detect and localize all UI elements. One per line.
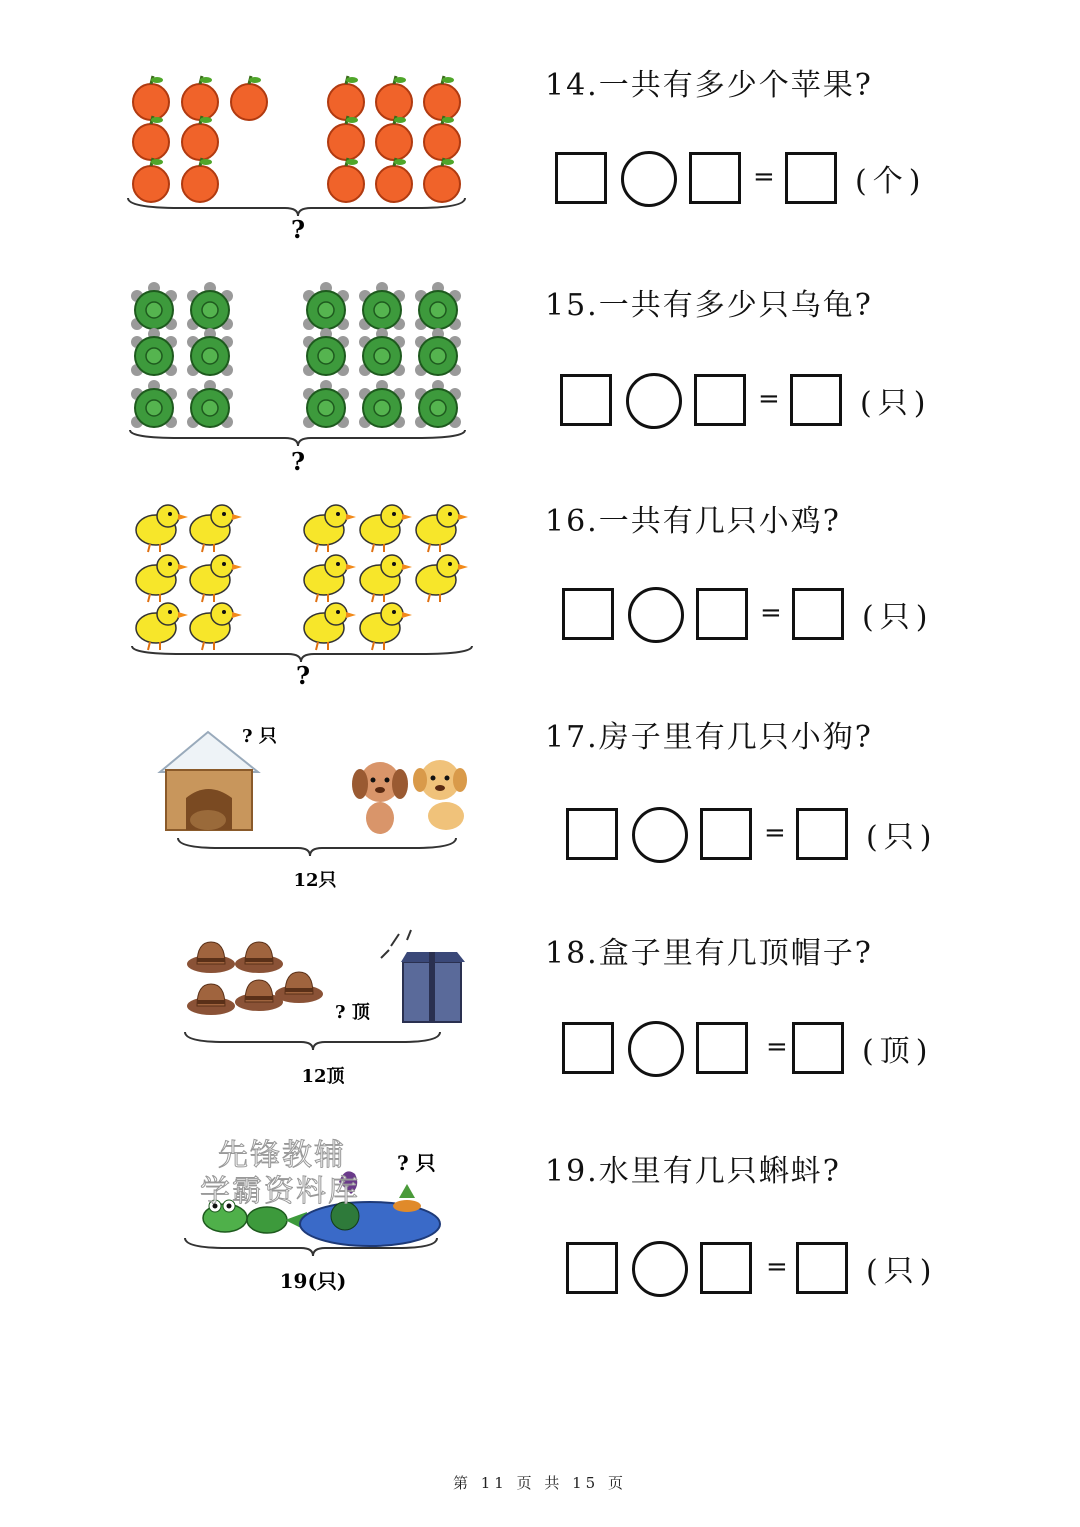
problem-18 [0,928,1080,1143]
equation-row [555,152,975,210]
frog-icon [203,1200,247,1232]
equals-sign: = [753,162,775,192]
problem-17 [0,712,1080,927]
unknown-label: ? 只 [242,726,277,747]
answer-box[interactable] [700,808,752,860]
apple-icon [376,76,412,120]
turtle-icon [415,282,461,330]
brace [128,198,465,216]
tadpoles-illustration [175,1146,555,1361]
unit-label: (只) [862,600,934,635]
question-text: 18.盒子里有几顶帽子? [545,936,873,971]
answer-box[interactable] [700,1242,752,1294]
turtle-icon [415,328,461,376]
result-box[interactable] [792,1022,844,1074]
chicks-svg [120,496,500,696]
turtle-icon [131,328,177,376]
turtles-svg [120,280,500,480]
answer-box[interactable] [562,1022,614,1074]
equals-sign: = [766,1032,788,1062]
apple-icon [182,76,218,120]
turtle-icon [415,380,461,428]
brace [130,430,465,446]
apple-icon [133,158,169,202]
unit-label: (只) [866,1254,938,1289]
apple-icon [231,76,267,120]
equals-sign: = [766,1252,788,1282]
turtle-icon [359,328,405,376]
brace [185,1032,440,1050]
answer-box[interactable] [566,1242,618,1294]
apples-illustration [120,60,500,275]
equation-row [562,1022,982,1080]
frog-icon [247,1207,307,1233]
result-box[interactable] [796,808,848,860]
apple-icon [328,76,364,120]
unit-label: (顶) [862,1034,934,1069]
turtle-icon [131,282,177,330]
result-box[interactable] [796,1242,848,1294]
equals-sign: = [760,598,782,628]
unknown-label: ? 只 [397,1151,436,1175]
hat-icon [187,984,235,1015]
turtle-icon [187,380,233,428]
apple-group-left [133,76,267,202]
hats-svg [175,928,485,1098]
brace [132,646,472,662]
result-box[interactable] [790,374,842,426]
equation-row [560,374,980,432]
answer-box[interactable] [696,1022,748,1074]
question-text: 17.房子里有几只小狗? [545,720,873,755]
question-text: 16.一共有几只小鸡? [545,504,841,539]
turtle-icon [131,380,177,428]
operator-circle[interactable] [632,807,688,863]
apple-icon [182,116,218,160]
equation-row [562,588,982,646]
watermark-line-1: 先锋教辅 [218,1138,346,1173]
turtle-icon [359,282,405,330]
brace-label: 19(只) [279,1269,347,1293]
hat-icon [275,972,323,1003]
operator-circle[interactable] [628,587,684,643]
question-text: 14.一共有多少个苹果? [545,68,873,103]
turtle-icon [187,282,233,330]
turtles-illustration [120,280,500,495]
equation-row [566,808,986,866]
watermark-line-2: 学霸资料库 [200,1174,360,1209]
result-box[interactable] [792,588,844,640]
dog-icon [413,760,467,830]
chicks-illustration [120,496,500,711]
apple-icon [182,158,218,202]
problem-15 [0,280,1080,495]
turtle-icon [303,380,349,428]
answer-box[interactable] [555,152,607,204]
question-text: 19.水里有几只蝌蚪? [545,1154,841,1189]
apple-icon [133,76,169,120]
result-box[interactable] [785,152,837,204]
brace-label: ? [290,447,306,476]
answer-box[interactable] [562,588,614,640]
operator-circle[interactable] [621,151,677,207]
gift-box-icon [381,930,465,1022]
answer-box[interactable] [696,588,748,640]
dogs-svg [150,712,500,902]
apple-icon [424,116,460,160]
page-footer: 第 11 页 共 15 页 [452,1474,627,1492]
tadpoles-svg [175,1146,475,1306]
unit-label: (个) [855,164,927,199]
apple-icon [133,116,169,160]
turtle-icon [359,380,405,428]
equals-sign: = [758,384,780,414]
dogs-illustration [150,712,530,927]
answer-box[interactable] [560,374,612,426]
brace-label: ? [295,661,311,690]
apple-icon [376,116,412,160]
unit-label: (只) [860,386,932,421]
apple-icon [424,158,460,202]
turtle-icon [303,328,349,376]
apple-icon [376,158,412,202]
problem-14 [0,60,1080,275]
operator-circle[interactable] [628,1021,684,1077]
unit-label: (只) [866,820,938,855]
answer-box[interactable] [694,374,746,426]
brace-label: 12顶 [301,1066,345,1087]
question-text: 15.一共有多少只乌龟? [545,288,873,323]
hats-illustration [175,928,555,1143]
apple-group-right [328,76,460,202]
hat-icon [235,942,283,973]
dog-icon [352,762,408,834]
operator-circle[interactable] [626,373,682,429]
brace-label: 12只 [293,870,337,891]
brace [178,838,456,856]
apple-icon [328,158,364,202]
apple-icon [424,76,460,120]
pond-icon [300,1171,440,1246]
turtle-icon [187,328,233,376]
problem-16 [0,496,1080,711]
problem-19 [0,1146,1080,1361]
equation-row [566,1242,986,1300]
unknown-label: ? 顶 [335,1002,370,1023]
brace-label: ? [290,215,306,244]
apples-svg [120,60,500,250]
equals-sign: = [764,818,786,848]
hat-icon [187,942,235,973]
apple-icon [328,116,364,160]
operator-circle[interactable] [632,1241,688,1297]
answer-box[interactable] [566,808,618,860]
turtle-icon [303,282,349,330]
answer-box[interactable] [689,152,741,204]
